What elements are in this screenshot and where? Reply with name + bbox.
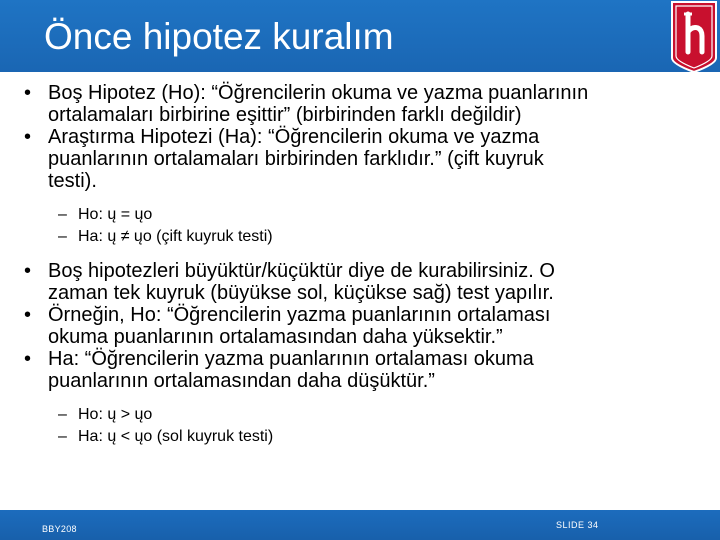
bullet-icon: •: [24, 126, 32, 148]
slide-number: SLIDE 34: [556, 520, 599, 530]
list-item: [24, 126, 704, 192]
sub-list-item: [24, 404, 704, 426]
sub-item-text: Ha: ų ≠ ųo (çift kuyruk testi): [78, 228, 273, 245]
bullet-icon: •: [24, 304, 32, 326]
slide-title: Önce hipotez kuralım: [44, 16, 394, 57]
bullet-line: puanlarının ortalamaları birbirinden farklıdır.” (çift kuyruk: [48, 148, 544, 170]
sub-item-text: Ha: ų < ųo (sol kuyruk testi): [78, 428, 274, 445]
bullet-line: testi).: [48, 170, 97, 192]
list-item: [24, 82, 704, 126]
dash-icon: –: [58, 406, 67, 423]
bullet-line: Boş hipotezleri büyüktür/küçüktür diye de kurabilirsiniz. O: [48, 260, 555, 282]
bullet-line: Araştırma Hipotezi (Ha): “Öğrencilerin okuma ve yazma: [48, 126, 540, 148]
list-item: [24, 348, 704, 392]
course-code: BBY208: [42, 524, 77, 534]
dash-icon: –: [58, 228, 67, 245]
bullet-line: ortalamaları birbirine eşittir” (birbirinden farklı değildir): [48, 104, 522, 126]
dash-icon: –: [58, 428, 67, 445]
bullet-line: puanlarının ortalamasından daha düşüktür.”: [48, 370, 435, 392]
bullet-line: Örneğin, Ho: “Öğrencilerin yazma puanlarının ortalaması: [48, 304, 551, 326]
bullet-line: zaman tek kuyruk (büyükse sol, küçükse sağ) test yapılır.: [48, 282, 554, 304]
slide-body: [24, 82, 704, 448]
dash-icon: –: [58, 206, 67, 223]
sub-list-item: [24, 204, 704, 226]
title-bar: [0, 0, 720, 72]
sub-item-text: Ho: ų = ųo: [78, 206, 153, 223]
list-item: [24, 260, 704, 304]
sub-list-item: [24, 426, 704, 448]
bullet-icon: •: [24, 82, 32, 104]
bullet-line: Ha: “Öğrencilerin yazma puanlarının ortalaması okuma: [48, 348, 534, 370]
bullet-icon: •: [24, 348, 32, 370]
sub-list-item: [24, 226, 704, 248]
sub-item-text: Ho: ų > ųo: [78, 406, 153, 423]
bullet-line: okuma puanlarının ortalamasından daha yüksektir.”: [48, 326, 503, 348]
hacettepe-logo-icon: [668, 0, 720, 74]
footer-bar: [0, 510, 720, 540]
list-item: [24, 304, 704, 348]
bullet-line: Boş Hipotez (Ho): “Öğrencilerin okuma ve yazma puanlarının: [48, 82, 589, 104]
bullet-icon: •: [24, 260, 32, 282]
